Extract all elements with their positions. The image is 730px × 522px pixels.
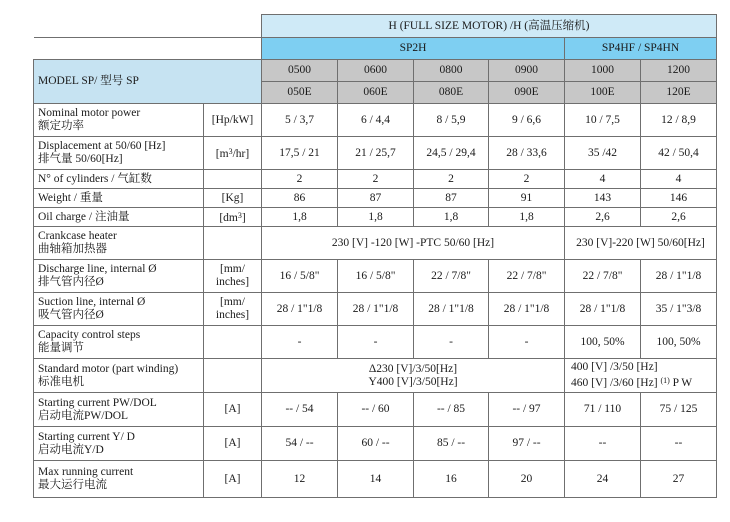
header-row-series xyxy=(34,38,717,60)
table-cell: 2 xyxy=(338,170,414,189)
table-cell: 4 xyxy=(565,170,641,189)
table-row xyxy=(34,461,717,498)
table-cell: 87 xyxy=(414,189,489,208)
model-label: MODEL SP/ 型号 SP xyxy=(34,60,262,104)
model-code-e: 090E xyxy=(489,82,565,104)
table-cell: -- xyxy=(641,427,717,461)
table-cell: 143 xyxy=(565,189,641,208)
model-code: 1200 xyxy=(641,60,717,82)
row-label: Standard motor (part winding) 标准电机 xyxy=(34,359,204,393)
row-label: Discharge line, internal Ø 排气管内径Ø xyxy=(34,260,204,293)
table-cell: 22 / 7/8" xyxy=(565,260,641,293)
table-cell: 54 / -- xyxy=(262,427,338,461)
table-cell: 1,8 xyxy=(489,208,565,227)
series-sp4hf-sp4hn: SP4HF / SP4HN xyxy=(565,38,717,60)
table-cell: 22 / 7/8" xyxy=(489,260,565,293)
row-label: N° of cylinders / 气缸数 xyxy=(34,170,204,189)
table-cell: 1,8 xyxy=(414,208,489,227)
row-label: Capacity control steps 能量调节 xyxy=(34,326,204,359)
table-cell: 28 / 1"1/8 xyxy=(565,293,641,326)
table-cell: -- / 97 xyxy=(489,393,565,427)
table-row xyxy=(34,137,717,170)
table-row xyxy=(34,359,717,393)
table-row xyxy=(34,427,717,461)
table-cell: 2,6 xyxy=(641,208,717,227)
table-cell: 100, 50% xyxy=(565,326,641,359)
model-code-e: 120E xyxy=(641,82,717,104)
table-cell: 28 / 1"1/8 xyxy=(414,293,489,326)
table-cell: 1,8 xyxy=(262,208,338,227)
table-row xyxy=(34,104,717,137)
table-cell: 28 / 1"1/8 xyxy=(489,293,565,326)
table-cell: -- / 54 xyxy=(262,393,338,427)
table-cell: 100, 50% xyxy=(641,326,717,359)
row-label: Starting current Y/ D 启动电流Y/D xyxy=(34,427,204,461)
table-cell: 85 / -- xyxy=(414,427,489,461)
row-unit: [mm/ inches] xyxy=(204,260,262,293)
table-cell: 16 xyxy=(414,461,489,498)
table-row xyxy=(34,227,717,260)
model-code-e: 100E xyxy=(565,82,641,104)
table-cell: 146 xyxy=(641,189,717,208)
table-cell: 86 xyxy=(262,189,338,208)
table-cell: -- / 60 xyxy=(338,393,414,427)
table-row xyxy=(34,293,717,326)
table-cell: 60 / -- xyxy=(338,427,414,461)
model-code: 0900 xyxy=(489,60,565,82)
model-code-e: 050E xyxy=(262,82,338,104)
table-cell: 20 xyxy=(489,461,565,498)
group-title: H (FULL SIZE MOTOR) /H (高温压缩机) xyxy=(262,15,717,38)
row-unit: [A] xyxy=(204,461,262,498)
merged-cell: 230 [V]-220 [W] 50/60[Hz] xyxy=(565,227,717,260)
table-cell: 22 / 7/8" xyxy=(414,260,489,293)
table-cell: 2 xyxy=(262,170,338,189)
row-unit: [Hp/kW] xyxy=(204,104,262,137)
table-cell: 10 / 7,5 xyxy=(565,104,641,137)
header-blank xyxy=(34,15,262,38)
merged-cell: Δ230 [V]/3/50[Hz] Y400 [V]/3/50[Hz] xyxy=(262,359,565,393)
table-cell: - xyxy=(414,326,489,359)
row-label: Displacement at 50/60 [Hz] 排气量 50/60[Hz] xyxy=(34,137,204,170)
table-cell: 27 xyxy=(641,461,717,498)
table-cell: 24 xyxy=(565,461,641,498)
series-sp2h: SP2H xyxy=(262,38,565,60)
merged-cell: 400 [V] /3/50 [Hz] 460 [V] /3/60 [Hz] $^{(1)}$ P W xyxy=(565,359,717,393)
table-cell: 9 / 6,6 xyxy=(489,104,565,137)
row-label: Weight / 重量 xyxy=(34,189,204,208)
table-cell: 17,5 / 21 xyxy=(262,137,338,170)
table-cell: 35 /42 xyxy=(565,137,641,170)
model-code: 0500 xyxy=(262,60,338,82)
table-cell: 2 xyxy=(489,170,565,189)
table-cell: -- xyxy=(565,427,641,461)
table-cell: 2 xyxy=(414,170,489,189)
table-cell: 5 / 3,7 xyxy=(262,104,338,137)
table-cell: 28 / 1"1/8 xyxy=(641,260,717,293)
row-unit: [A] xyxy=(204,393,262,427)
table-cell: 42 / 50,4 xyxy=(641,137,717,170)
row-label: Oil charge / 注油量 xyxy=(34,208,204,227)
table-cell: 24,5 / 29,4 xyxy=(414,137,489,170)
table-cell: 71 / 110 xyxy=(565,393,641,427)
row-unit xyxy=(204,227,262,260)
table-cell: 12 / 8,9 xyxy=(641,104,717,137)
model-code: 0600 xyxy=(338,60,414,82)
table-cell: 91 xyxy=(489,189,565,208)
header-row-codes-top xyxy=(34,60,717,82)
row-label: Max running current 最大运行电流 xyxy=(34,461,204,498)
model-code-e: 080E xyxy=(414,82,489,104)
table-cell: - xyxy=(262,326,338,359)
table-cell: - xyxy=(338,326,414,359)
row-unit: [Kg] xyxy=(204,189,262,208)
table-row xyxy=(34,393,717,427)
compressor-spec-table xyxy=(33,14,717,498)
table-cell: 16 / 5/8" xyxy=(338,260,414,293)
table-cell: 6 / 4,4 xyxy=(338,104,414,137)
row-label: Crankcase heater 曲轴箱加热器 xyxy=(34,227,204,260)
table-cell: 12 xyxy=(262,461,338,498)
header-blank xyxy=(34,38,262,60)
table-cell: 28 / 1"1/8 xyxy=(338,293,414,326)
row-unit: $[m^3/hr]$ xyxy=(204,137,262,170)
row-unit: $[dm^3]$ xyxy=(204,208,262,227)
model-code-e: 060E xyxy=(338,82,414,104)
table-row xyxy=(34,208,717,227)
table-cell: 2,6 xyxy=(565,208,641,227)
row-unit: [A] xyxy=(204,427,262,461)
row-unit xyxy=(204,326,262,359)
table-cell: 14 xyxy=(338,461,414,498)
table-cell: 4 xyxy=(641,170,717,189)
table-cell: 21 / 25,7 xyxy=(338,137,414,170)
row-unit xyxy=(204,359,262,393)
table-cell: 75 / 125 xyxy=(641,393,717,427)
table-cell: 97 / -- xyxy=(489,427,565,461)
table-cell: 16 / 5/8" xyxy=(262,260,338,293)
model-code: 0800 xyxy=(414,60,489,82)
row-unit xyxy=(204,170,262,189)
table-row xyxy=(34,170,717,189)
merged-cell: 230 [V] -120 [W] -PTC 50/60 [Hz] xyxy=(262,227,565,260)
table-cell: 8 / 5,9 xyxy=(414,104,489,137)
table-row xyxy=(34,189,717,208)
table-cell: - xyxy=(489,326,565,359)
table-row xyxy=(34,326,717,359)
model-code: 1000 xyxy=(565,60,641,82)
row-label: Suction line, internal Ø 吸气管内径Ø xyxy=(34,293,204,326)
table-row xyxy=(34,260,717,293)
table-cell: 28 / 33,6 xyxy=(489,137,565,170)
table-cell: 35 / 1"3/8 xyxy=(641,293,717,326)
table-cell: -- / 85 xyxy=(414,393,489,427)
table-cell: 1,8 xyxy=(338,208,414,227)
row-label: Nominal motor power 额定功率 xyxy=(34,104,204,137)
table-cell: 87 xyxy=(338,189,414,208)
row-label: Starting current PW/DOL 启动电流PW/DOL xyxy=(34,393,204,427)
header-row-group xyxy=(34,15,717,38)
row-unit: [mm/ inches] xyxy=(204,293,262,326)
table-cell: 28 / 1"1/8 xyxy=(262,293,338,326)
